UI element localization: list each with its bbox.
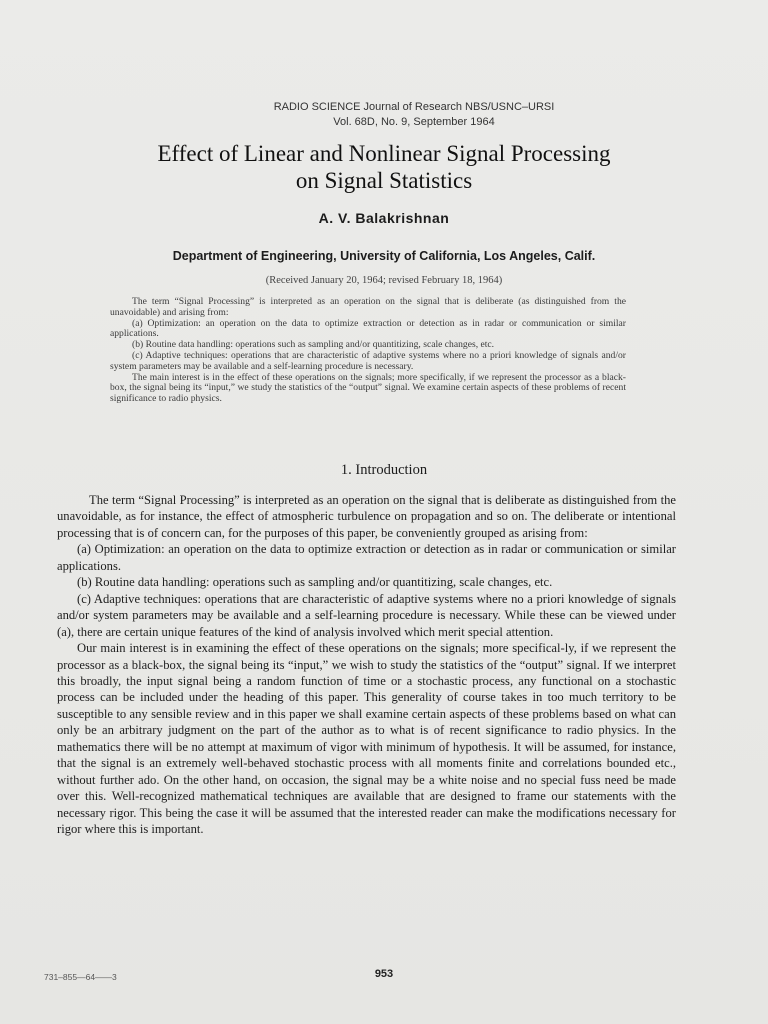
page-number: 953	[374, 968, 394, 980]
body-paragraph: (b) Routine data handling: operations such as sampling and/or quantitizing, scale changes, etc.	[77, 575, 553, 590]
print-code: 731–855—64——3	[44, 972, 117, 982]
abstract-paragraph: (a) Optimization: an operation on the data to optimize extraction or detection as in radar or communication or similar applications.	[110, 317, 626, 340]
body-paragraph: (c) Adaptive techniques: operations that are characteristic of adaptive systems where no a priori knowledge of signals and/or system parameters may be available and a self-learning procedure is necessary. While these can be viewed under (a), there are certain unique features of the kind of analysis involved which merit special attention.	[57, 591, 676, 639]
title-line-1: Effect of Linear and Nonlinear Signal Processing	[157, 141, 611, 166]
received-date: (Received January 20, 1964; revised February 18, 1964)	[265, 275, 503, 286]
abstract-paragraph: The term “Signal Processing” is interpreted as an operation on the signal that is deliberate (as distinguished from the unavoidable) and arising from:	[110, 296, 626, 318]
section-heading: 1. Introduction	[340, 462, 428, 478]
paper-title	[40, 140, 728, 194]
body-paragraph: Our main interest is in examining the effect of these operations on the signals; more specifical-ly, if we represent the processor as a black-box, the signal being its “input,” we wish to study the statistics of the “output” signal. If we interpret this broadly, the input signal being a random function of time or a stochastic process, any functional on a stochastic process can be included under the heading of this paper. This generality of course takes in too much territory to be susceptible to any sensible review and in this paper we shall examine certain aspects of these problems based on what can only be an arbitrary judgment on the part of the author as to what is of recent significance to radio physics. In the mathematics there will be no attempt at maximum of vigor with minimum of hypothesis. It will be assumed, for instance, that the signal is an extremely well-behaved stochastic process with all moments finite and correlations bounded etc., without further ado. On the other hand, on occasion, the signal may be a white noise and no special fuss need be made over this. Well-recognized mathematical techniques are available that are designed to frame our statements with the necessary rigor. This being the case it will be assumed that the interested reader can make the modifications necessary for rigor where this is important.	[57, 641, 676, 837]
title-line-2: on Signal Statistics	[295, 168, 473, 193]
author-name: A. V. Balakrishnan	[318, 210, 450, 226]
volume-line: Vol. 68D, No. 9, September 1964	[333, 116, 495, 128]
abstract	[110, 297, 626, 405]
journal-line: RADIO SCIENCE Journal of Research NBS/USNC–URSI	[273, 101, 555, 113]
body-paragraph: (a) Optimization: an operation on the data to optimize extraction or detection as in radar or communication or similar applications.	[57, 542, 676, 573]
body-text	[57, 492, 676, 838]
abstract-paragraph: (c) Adaptive techniques: operations that are characteristic of adaptive systems where no a priori knowledge of signals and/or system parameters may be available and a self-learning procedure is necessary.	[110, 349, 626, 372]
affiliation: Department of Engineering, University of California, Los Angeles, Calif.	[172, 249, 596, 263]
abstract-paragraph: (b) Routine data handling: operations such as sampling and/or quantitizing, scale changes, etc.	[132, 339, 495, 351]
body-paragraph: The term “Signal Processing” is interpreted as an operation on the signal that is deliberate as distinguished from the unavoidable, as for instance, the effect of atmospheric turbulence on propagation and so on. The deliberate or intentional processing that is of concern can, for the purposes of this paper, be conveniently grouped as arising from:	[57, 493, 676, 540]
abstract-paragraph: The main interest is in the effect of these operations on the signals; more specifically, if we represent the processor as a black-box, the signal being its “input,” we study the statistics of the “output” signal. We examine certain aspects of these problems of recent significance to radio physics.	[110, 371, 626, 405]
journal-header	[0, 100, 768, 130]
